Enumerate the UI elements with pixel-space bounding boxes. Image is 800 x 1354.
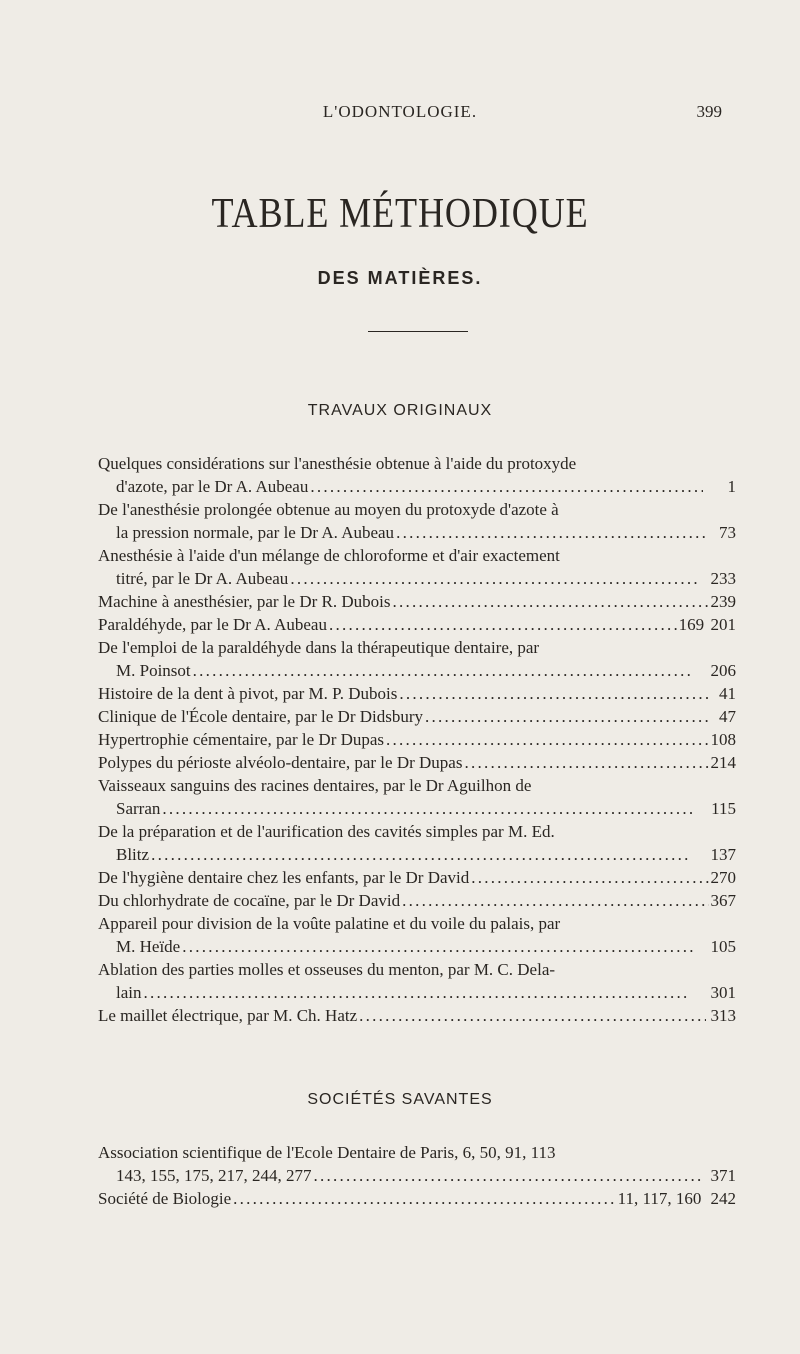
entry-title-line: Vaisseaux sanguins des racines dentaires, par le Dr Aguilhon de: [98, 776, 532, 795]
entry-page-number: 233: [710, 569, 736, 588]
entry-last-line: [98, 728, 736, 751]
toc-entry: [98, 705, 736, 728]
entry-page-number: 201: [710, 615, 736, 634]
toc-entry: [98, 636, 736, 682]
entry-title-end: Société de Biologie: [98, 1189, 232, 1208]
dot-leader: [193, 659, 694, 682]
dot-leader: [310, 475, 702, 498]
entry-page-number: 47: [719, 707, 736, 726]
entry-page-number: 301: [710, 983, 736, 1002]
entry-title-end: titré, par le Dr A. Aubeau: [116, 569, 289, 588]
section-entries-travaux: [0, 452, 800, 1027]
toc-entry: [98, 682, 736, 705]
entry-last-line: [98, 521, 736, 544]
section-heading-societes: SOCIÉTÉS SAVANTES: [307, 1091, 493, 1108]
dot-leader: [425, 705, 711, 728]
entry-title-end: Du chlorhydrate de cocaïne, par le Dr David: [98, 891, 401, 910]
toc-entry: [98, 590, 736, 613]
entry-title-line: De l'anesthésie prolongée obtenue au moyen du protoxyde d'azote à: [98, 500, 559, 519]
entry-last-line: [98, 659, 736, 682]
toc-entry: [98, 728, 736, 751]
entry-page-number: 137: [710, 845, 736, 864]
page-number: 399: [696, 102, 722, 121]
entry-title-end: De l'hygiène dentaire chez les enfants, par le Dr David: [98, 868, 470, 887]
entry-title-end: Histoire de la dent à pivot, par M. P. Dubois: [98, 684, 398, 703]
toc-entry: [98, 1141, 736, 1187]
running-title: L'ODONTOLOGIE.: [322, 102, 478, 121]
entry-last-line: [98, 889, 736, 912]
toc-entry: [98, 866, 736, 889]
entry-reference-pages: 11, 117, 160: [617, 1189, 702, 1208]
entry-last-line: [98, 843, 736, 866]
dot-leader: [471, 866, 708, 889]
title-rule: [368, 331, 468, 332]
entry-last-line: [98, 935, 736, 958]
dot-leader: [396, 521, 709, 544]
toc-entry: [98, 1004, 736, 1027]
entry-title-end: Hypertrophie cémentaire, par le Dr Dupas: [98, 730, 385, 749]
entry-page-number: 214: [710, 753, 736, 772]
entry-title-line: Ablation des parties molles et osseuses du menton, par M. C. Dela-: [98, 960, 556, 979]
entry-last-line: [98, 751, 736, 774]
entry-title-end: Clinique de l'École dentaire, par le Dr Didsbury: [98, 707, 424, 726]
toc-entry: [98, 958, 736, 1004]
entry-title-end: M. Poinsot: [116, 661, 191, 680]
entry-page-number: 270: [710, 868, 736, 887]
entry-last-line: [98, 682, 736, 705]
entry-title-line: De l'emploi de la paraldéhyde dans la thérapeutique dentaire, par: [98, 638, 540, 657]
entry-title-line: Quelques considérations sur l'anesthésie obtenue à l'aide du protoxyde: [98, 454, 577, 473]
entry-last-line: [98, 705, 736, 728]
entry-title-end: d'azote, par le Dr A. Aubeau: [116, 477, 309, 496]
dot-leader: [329, 613, 677, 636]
dot-leader: [151, 843, 691, 866]
entry-title-end: lain: [116, 983, 142, 1002]
entry-page-number: 367: [710, 891, 736, 910]
entry-page-number: 239: [710, 592, 736, 611]
entry-last-line: [98, 1187, 736, 1210]
entry-page-number: 313: [710, 1006, 736, 1025]
entry-title-line: Appareil pour division de la voûte palatine et du voile du palais, par: [98, 914, 561, 933]
dot-leader: [182, 935, 693, 958]
entry-page-number: 115: [711, 799, 736, 818]
toc-entry: [98, 820, 736, 866]
toc-entry: [98, 452, 736, 498]
section-entries-societes: [0, 1141, 800, 1210]
entry-page-number: 371: [710, 1166, 736, 1185]
toc-entry: [98, 912, 736, 958]
toc-entry: [98, 498, 736, 544]
toc-entry: [98, 1187, 736, 1210]
toc-entry: [98, 613, 736, 636]
entry-last-line: [98, 981, 736, 1004]
dot-leader: [359, 1004, 706, 1027]
toc-entry: [98, 751, 736, 774]
page-subtitle: DES MATIÈRES.: [317, 268, 483, 288]
entry-page-number: 73: [719, 523, 736, 542]
dot-leader: [399, 682, 709, 705]
toc-entry: [98, 774, 736, 820]
entry-page-number: 41: [719, 684, 736, 703]
toc-entry: [98, 544, 736, 590]
entry-title-end: Le maillet électrique, par M. Ch. Hatz: [98, 1006, 358, 1025]
entry-title-end: la pression normale, par le Dr A. Aubeau: [116, 523, 395, 542]
dot-leader: [386, 728, 708, 751]
entry-last-line: [98, 613, 736, 636]
dot-leader: [233, 1187, 616, 1210]
entry-page-number: 206: [710, 661, 736, 680]
toc-entry: [98, 889, 736, 912]
entry-title-end: M. Heïde: [116, 937, 181, 956]
entry-title-line: De la préparation et de l'aurification des cavités simples par M. Ed.: [98, 822, 555, 841]
entry-page-number: 105: [710, 937, 736, 956]
running-head: [0, 102, 800, 126]
entry-last-line: [98, 590, 736, 613]
dot-leader: [314, 1164, 703, 1187]
entry-page-number: 242: [710, 1189, 736, 1208]
dot-leader: [144, 981, 691, 1004]
entry-last-line: [98, 1164, 736, 1187]
entry-title-end: Sarran: [116, 799, 161, 818]
entry-title-end: Polypes du périoste alvéolo-dentaire, par le Dr Dupas: [98, 753, 463, 772]
entry-title-end: Machine à anesthésier, par le Dr R. Dubois: [98, 592, 391, 611]
entry-last-line: [98, 797, 736, 820]
dot-leader: [392, 590, 708, 613]
dot-leader: [402, 889, 708, 912]
entry-page-number: 1: [727, 477, 736, 496]
entry-last-line: [98, 567, 736, 590]
entry-title-line: Anesthésie à l'aide d'un mélange de chloroforme et d'air exactement: [98, 546, 560, 565]
page-title: TABLE MÉTHODIQUE: [211, 191, 589, 237]
entry-last-line: [98, 1004, 736, 1027]
section-heading-travaux: TRAVAUX ORIGINAUX: [307, 402, 493, 419]
entry-reference-pages: 169: [678, 615, 705, 634]
entry-title-end: Paraldéhyde, par le Dr A. Aubeau: [98, 615, 327, 634]
entry-last-line: [98, 866, 736, 889]
entry-title-end: Blitz: [116, 845, 150, 864]
entry-last-line: [98, 475, 736, 498]
entry-title-end: 143, 155, 175, 217, 244, 277: [116, 1166, 312, 1185]
entry-page-number: 108: [710, 730, 736, 749]
dot-leader: [162, 797, 691, 820]
dot-leader: [290, 567, 701, 590]
entry-title-line: Association scientifique de l'Ecole Dentaire de Paris, 6, 50, 91, 113: [98, 1143, 556, 1162]
dot-leader: [464, 751, 708, 774]
